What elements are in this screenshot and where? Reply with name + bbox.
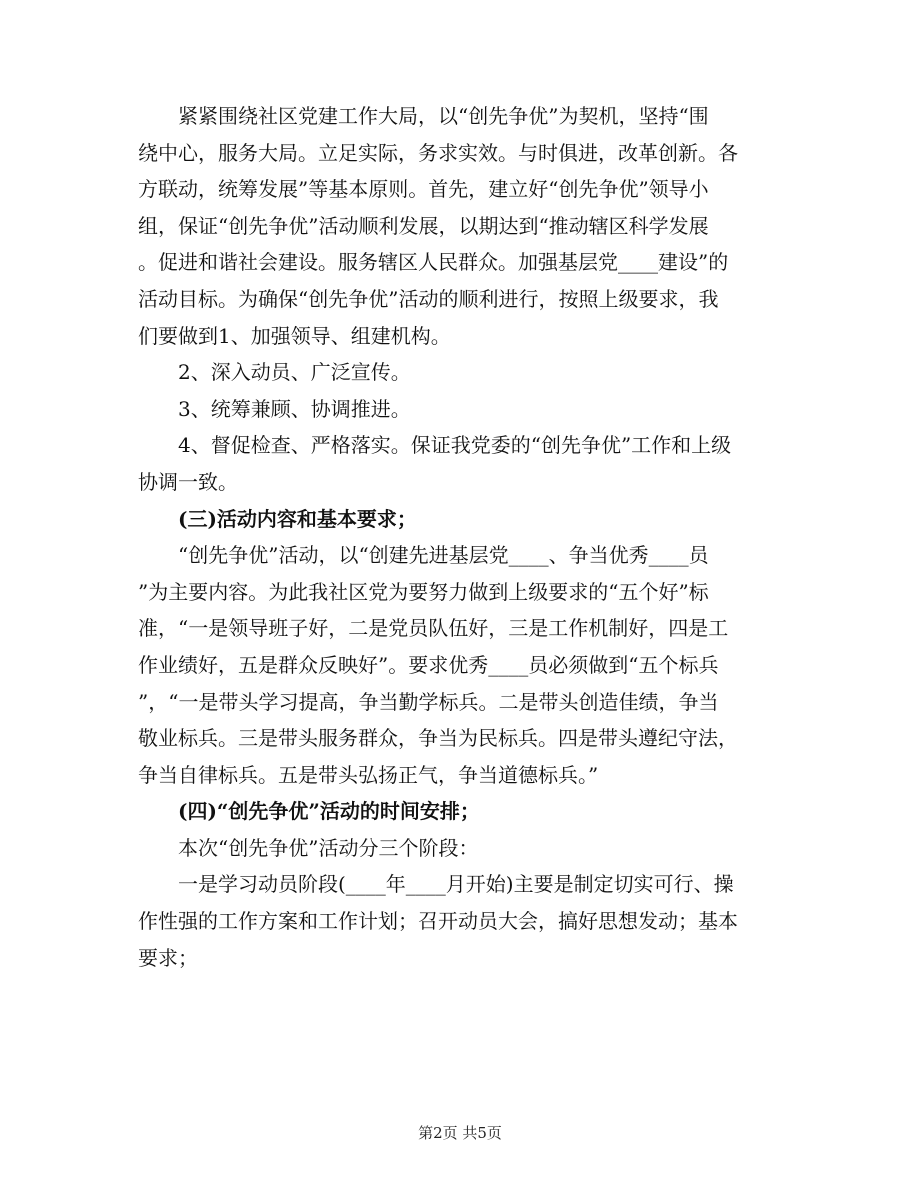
text-line: “创先争优”活动，以“创建先进基层党____、争当优秀____员: [178, 543, 709, 568]
document-body: [138, 98, 788, 976]
text-line: 本次“创先争优”活动分三个阶段：: [178, 835, 479, 860]
text-line: 准，“一是领导班子好，二是党员队伍好，三是工作机制好，四是工: [138, 616, 729, 641]
text-line: 作性强的工作方案和工作计划；召开动员大会，搞好思想发动；基本: [138, 909, 738, 934]
text-line: 。促进和谐社会建设。服务辖区人民群众。加强基层党____建设”的: [138, 250, 729, 275]
text-line: 争当自律标兵。五是带头弘扬正气，争当道德标兵。”: [138, 762, 599, 787]
section-heading: (三)活动内容和基本要求；: [178, 506, 417, 531]
text-line: 绕中心，服务大局。立足实际，务求实效。与时俱进，改革创新。各: [138, 140, 738, 165]
text-line: ”，“一是带头学习提高，争当勤学标兵。二是带头创造佳绩，争当: [138, 689, 719, 714]
text-line: 2、深入动员、广泛宣传。: [178, 360, 411, 385]
text-line: 一是学习动员阶段(____年____月开始)主要是制定切实可行、操: [178, 872, 734, 897]
text-line: 敬业标兵。三是带头服务群众，争当为民标兵。四是带头遵纪守法，: [138, 726, 738, 751]
section-heading: (四)“创先争优”活动的时间安排；: [178, 799, 480, 824]
text-line: 活动目标。为确保“创先争优”活动的顺利进行，按照上级要求，我: [138, 286, 719, 311]
page-number: 第2页 共5页: [418, 1124, 502, 1142]
text-line: 作业绩好，五是群众反映好”。要求优秀____员必须做到“五个标兵: [138, 652, 719, 677]
text-line: 协调一致。: [138, 469, 238, 494]
text-line: 紧紧围绕社区党建工作大局，以“创先争优”为契机，坚持“围: [178, 104, 709, 128]
text-line: 组，保证“创先争优”活动顺利发展，以期达到“推动辖区科学发展: [138, 213, 709, 238]
text-line: 方联动，统筹发展”等基本原则。首先，建立好“创先争优”领导小: [138, 177, 709, 202]
text-line: 要求；: [138, 945, 198, 970]
text-line: 4、督促检查、严格落实。保证我党委的“创先争优”工作和上级: [178, 433, 732, 458]
text-line: 3、统筹兼顾、协调推进。: [178, 396, 411, 421]
text-line: 们要做到1、加强领导、组建机构。: [138, 323, 451, 348]
text-line: ”为主要内容。为此我社区党为要努力做到上级要求的“五个好”标: [138, 579, 709, 604]
